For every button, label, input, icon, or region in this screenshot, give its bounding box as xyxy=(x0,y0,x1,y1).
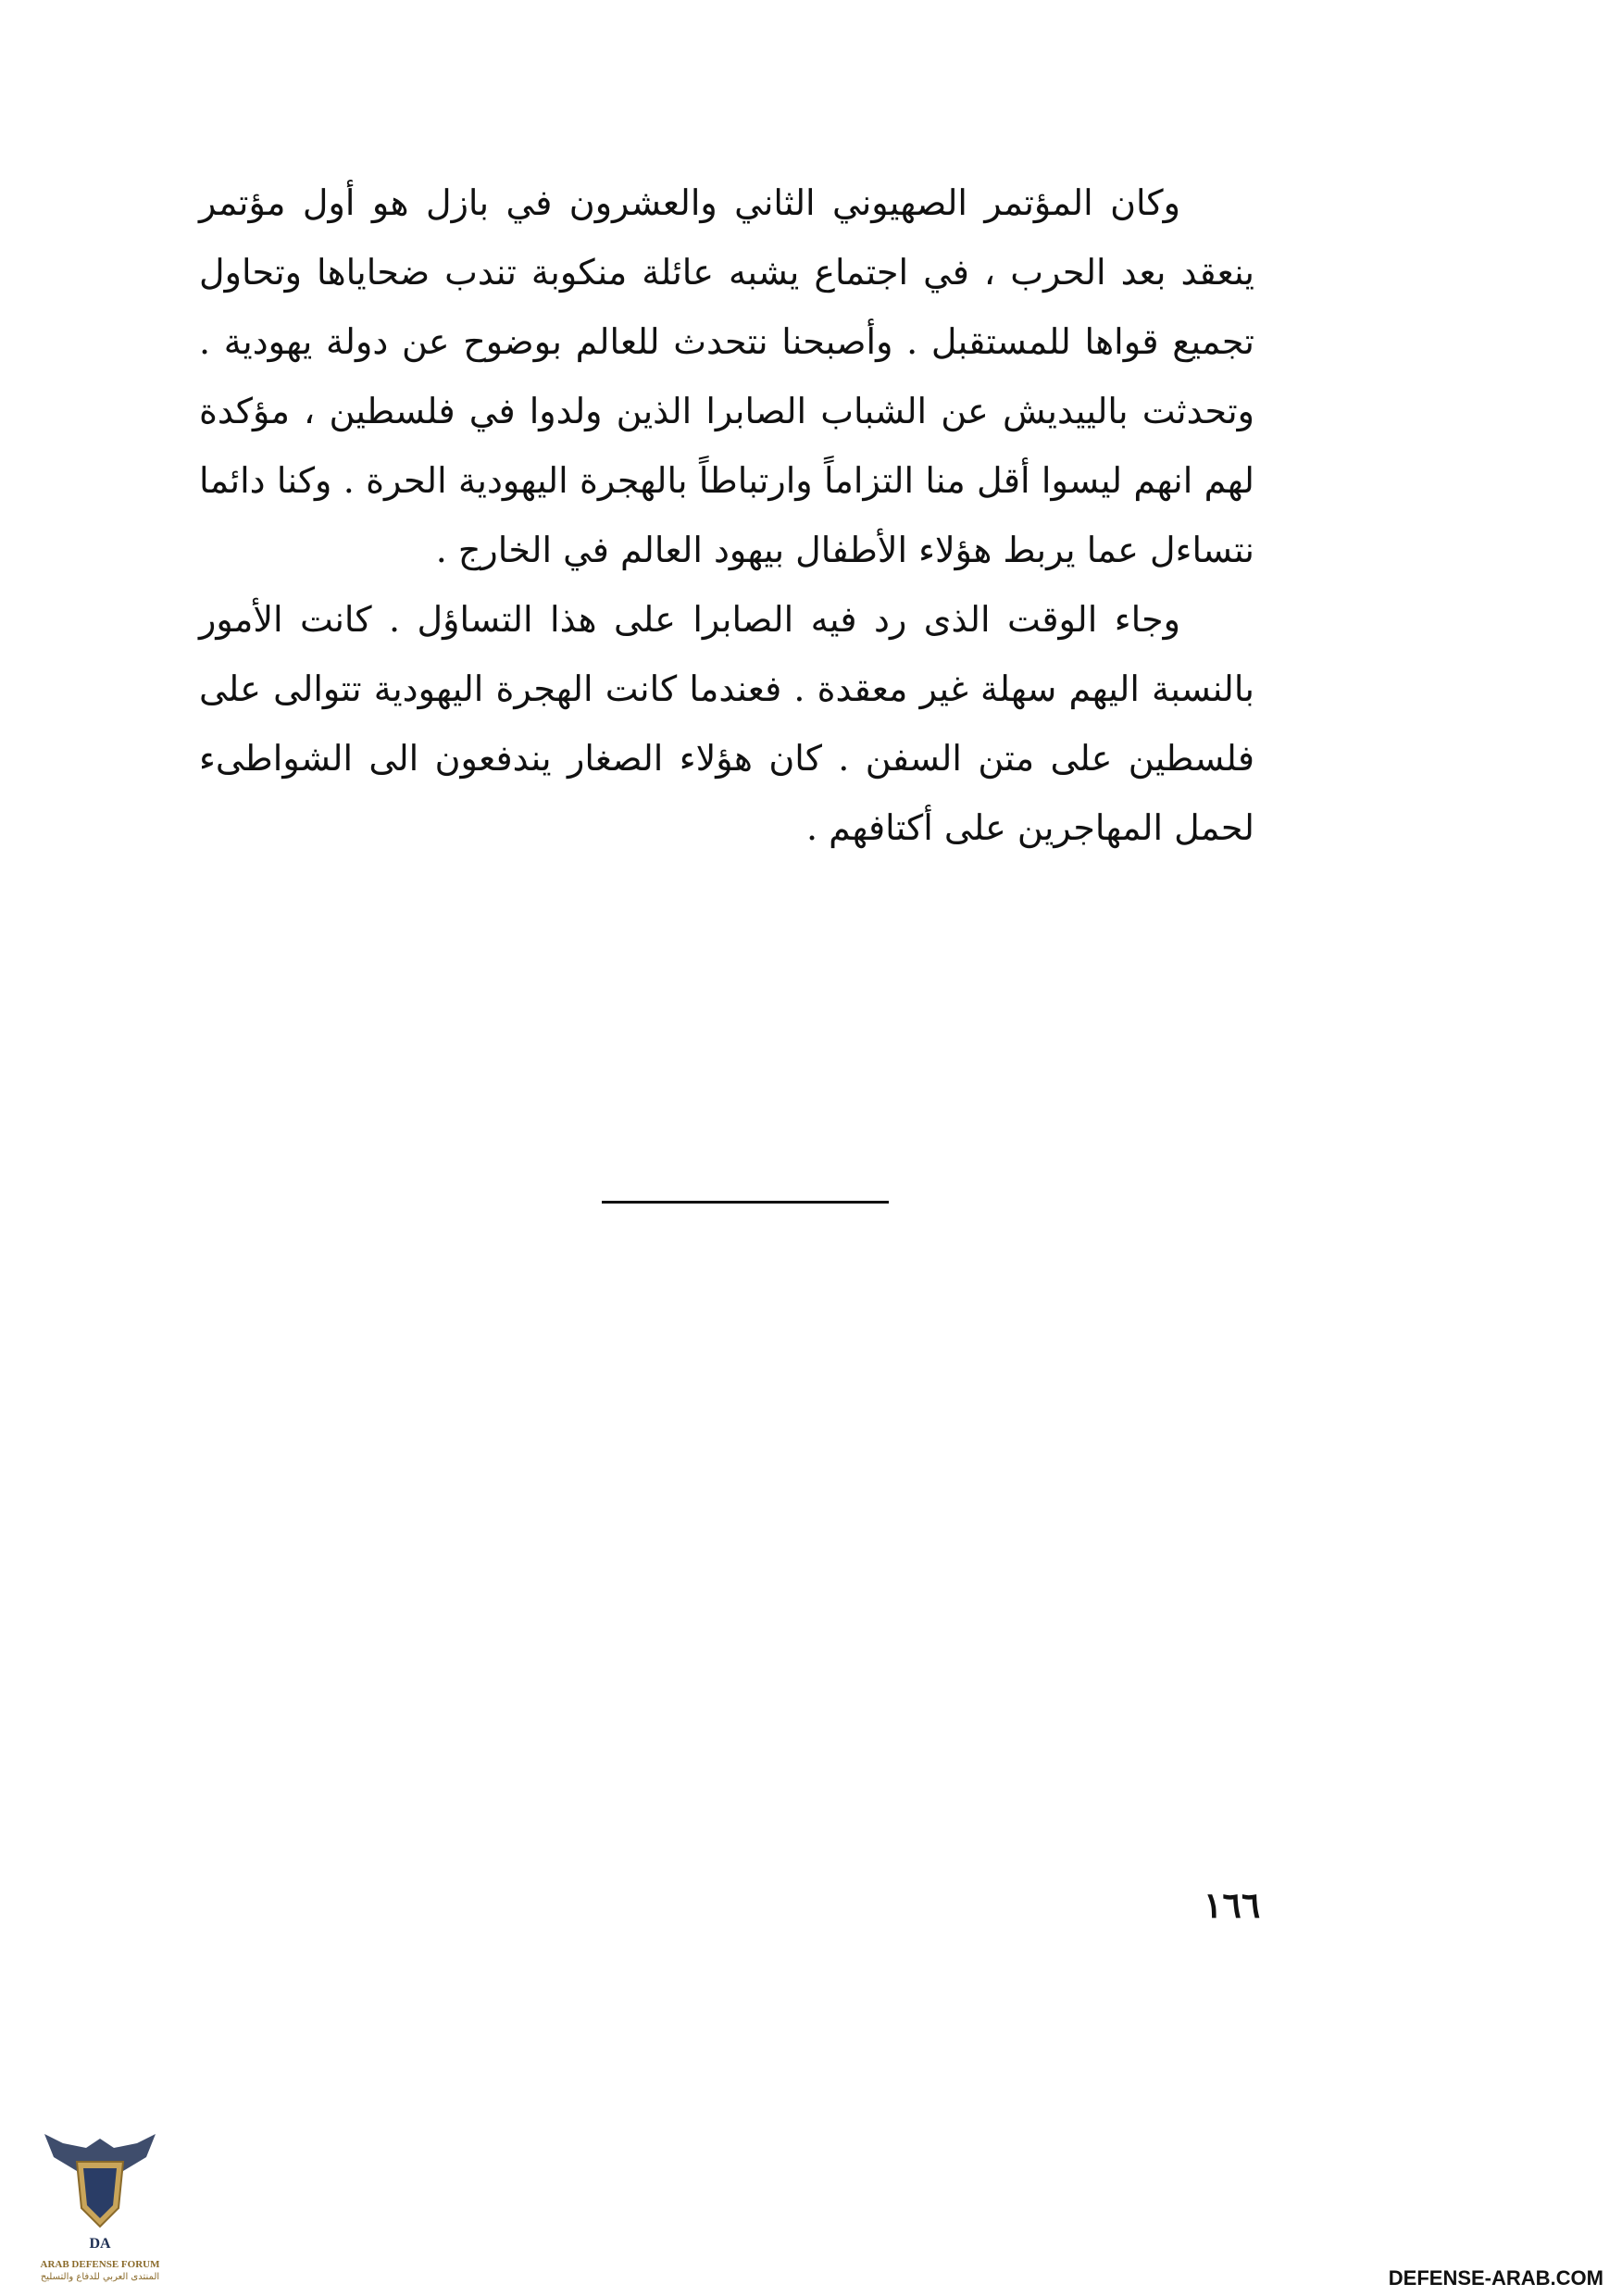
forum-logo xyxy=(26,2129,174,2287)
logo-monogram: DA xyxy=(89,2236,111,2252)
paragraph-2: وجاء الوقت الذى رد فيه الصابرا على هذا التساؤل . كانت الأمور بالنسبة اليهم سهلة غير معقدة . فعندما كانت الهجرة اليهودية تتوالى على فلسطين على متن السفن . كان هؤلاء الصغار يندفعون الى الشواطىء لحمل المهاجرين على أكتافهم . xyxy=(199,599,1254,848)
section-separator xyxy=(602,1201,889,1204)
eagle-shield-icon xyxy=(35,2129,165,2259)
main-text xyxy=(199,168,1254,863)
site-watermark: DEFENSE-ARAB.COM xyxy=(1388,2266,1603,2290)
logo-text-english: ARAB DEFENSE FORUM xyxy=(40,2259,160,2270)
logo-text-arabic: المنتدى العربي للدفاع والتسليح xyxy=(40,2272,160,2282)
page-number: ١٦٦ xyxy=(1204,1884,1261,1926)
paragraph-1: وكان المؤتمر الصهيوني الثاني والعشرون في بازل هو أول مؤتمر ينعقد بعد الحرب ، في اجتماع يشبه عائلة منكوبة تندب ضحاياها وتحاول تجميع قواها للمستقبل . وأصبحنا نتحدث للعالم بوضوح عن دولة يهودية . وتحدثت بالييديش عن الشباب الصابرا الذين ولدوا في فلسطين ، مؤكدة لهم انهم ليسوا أقل منا التزاماً وارتباطاً بالهجرة اليهودية الحرة . وكنا دائما نتساءل عما يربط هؤلاء الأطفال بيهود العالم في الخارج . xyxy=(199,182,1254,570)
